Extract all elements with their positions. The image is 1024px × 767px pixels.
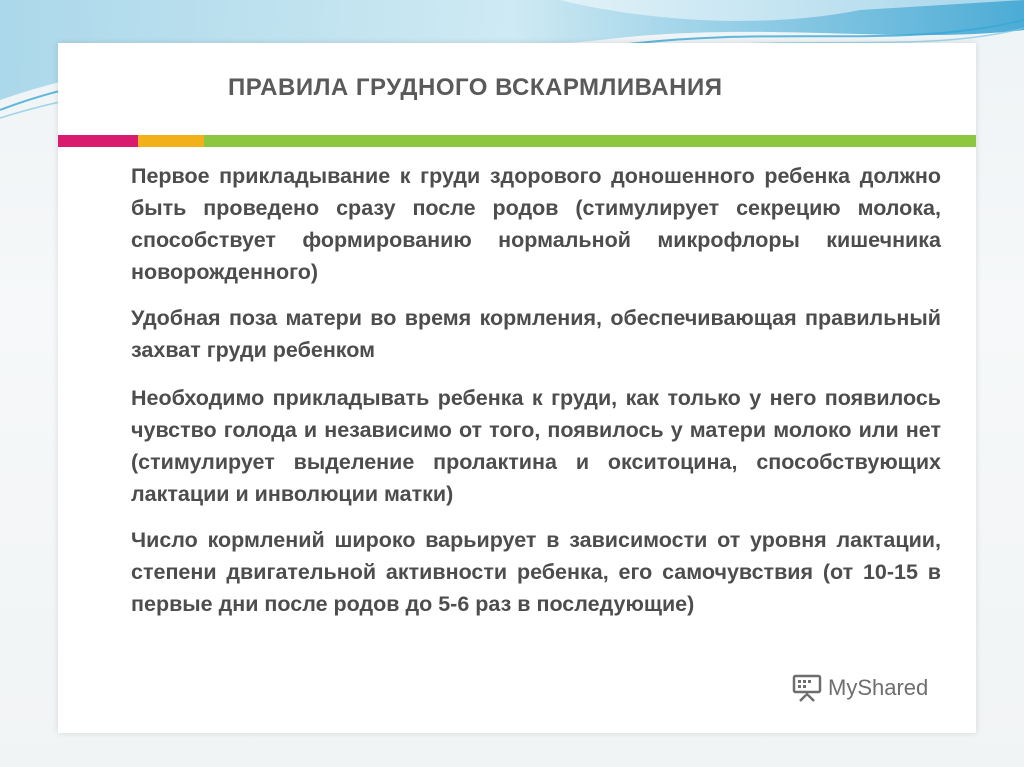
- paragraph-feeding-on-demand: Необходимо прикладывать ребенка к груди, как только у него появилось чувство голода и независимо от того, появилось у матери молоко или нет (стимулирует выделение пролактина и окситоцина, способствующих лактации и инволюции матки): [131, 386, 941, 506]
- paragraph-first-latch: Первое прикладывание к груди здорового доношенного ребенка должно быть проведено сразу после родов (стимулирует секрецию молока, способствует формированию нормальной микрофлоры кишечника новорожденного): [131, 164, 941, 284]
- paragraph-mother-position: Удобная поза матери во время кормления, обеспечивающая правильный захват груди ребенком: [131, 306, 941, 362]
- accent-segment-yellow: [138, 135, 204, 147]
- presentation-board-icon: [792, 674, 822, 702]
- watermark-text: MyShared: [828, 675, 929, 700]
- accent-color-bar: [58, 135, 976, 147]
- watermark: [792, 674, 928, 702]
- accent-segment-green: [204, 135, 976, 147]
- slide-body: [131, 160, 941, 634]
- paragraph-feeding-frequency: Число кормлений широко варьирует в зависимости от уровня лактации, степени двигательной активности ребенка, его самочувствия (от 10-15 в первые дни после родов до 5-6 раз в последующие): [131, 528, 941, 616]
- accent-segment-pink: [58, 135, 138, 147]
- slide-title: ПРАВИЛА ГРУДНОГО ВСКАРМЛИВАНИЯ: [228, 74, 723, 101]
